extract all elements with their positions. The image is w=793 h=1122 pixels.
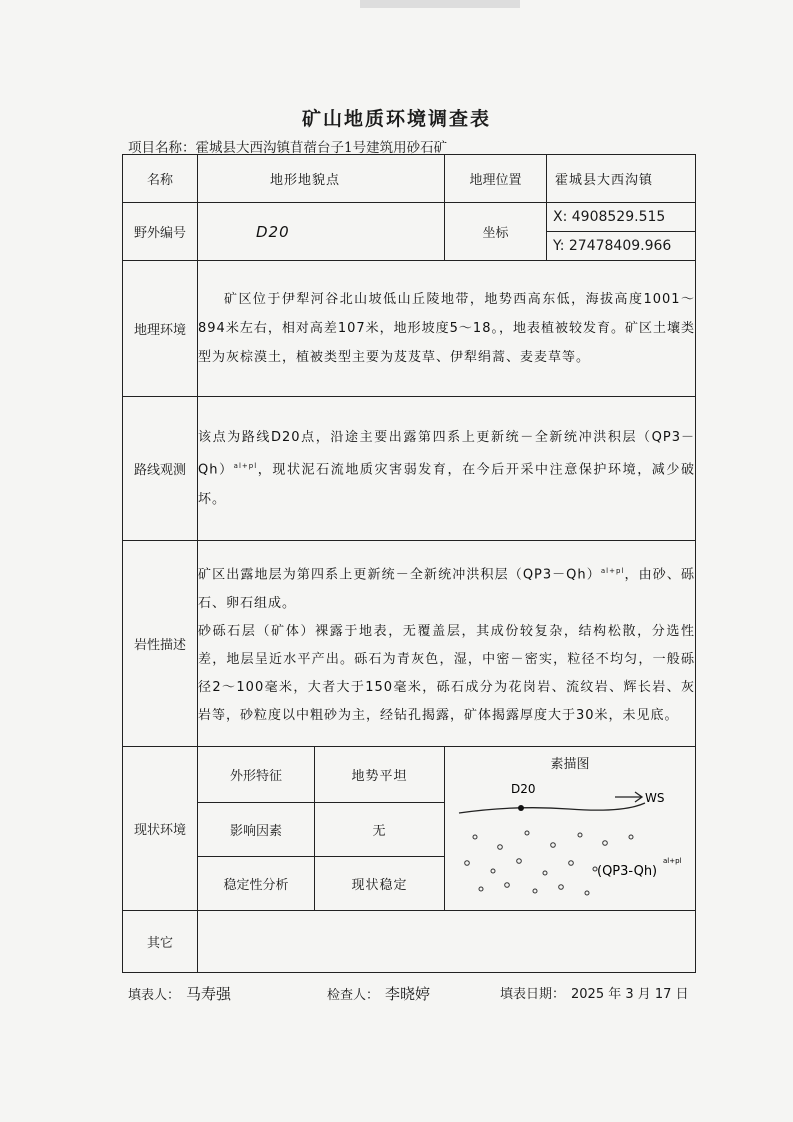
lith-sup: al+pl (600, 567, 625, 576)
sketch-unit-label: (QP3-Qh) (597, 864, 658, 879)
status-val-2: 现状稳定 (315, 857, 445, 911)
route-text-part1: 该点为路线D20点，沿途主要出露第四系上更新统－全新统冲洪积层（QP3－Qh） (198, 430, 696, 478)
name-label: 名称 (123, 155, 198, 203)
date-value: 2025 年 3 月 17 日 (571, 987, 689, 1002)
sketch-point-label: D20 (511, 782, 536, 796)
sketch-gravel-dots (465, 831, 633, 895)
sketch-drawing (445, 775, 693, 905)
row-route (123, 397, 696, 541)
location-value: 霍城县大西沟镇 (547, 155, 696, 203)
project-label: 项目名称： (128, 140, 196, 156)
geo-env-label: 地理环境 (123, 261, 198, 397)
status-key-2: 稳定性分析 (198, 857, 315, 911)
row-lithology (123, 541, 696, 747)
date-label: 填表日期： (500, 987, 566, 1002)
route-sup: al+pl (233, 462, 258, 471)
field-no-label: 野外编号 (123, 203, 198, 261)
route-text (198, 397, 696, 541)
status-label: 现状环境 (123, 747, 198, 911)
other-label: 其它 (123, 911, 198, 973)
other-value (198, 911, 696, 973)
row-geo-env (123, 261, 696, 397)
checker-field (327, 983, 430, 1004)
sketch-label: 素描图 (550, 757, 590, 772)
row-field (123, 203, 696, 261)
sketch-ground-line (459, 803, 645, 813)
row-status-1 (123, 747, 696, 803)
sketch-point-marker (518, 805, 524, 811)
lith-label: 岩性描述 (123, 541, 198, 747)
row-name (123, 155, 696, 203)
lith-text (198, 541, 696, 747)
lith-p1a: 矿区出露地层为第四系上更新统－全新统冲洪积层（QP3－Qh） (198, 567, 601, 583)
coord-y: Y: 27478409.966 (553, 238, 672, 254)
coord-label: 坐标 (445, 203, 547, 261)
status-val-1: 无 (315, 803, 445, 857)
sketch-direction: WS (645, 791, 665, 805)
date-field (500, 983, 689, 1002)
coord-x: X: 4908529.515 (547, 203, 695, 232)
route-label: 路线观测 (123, 397, 198, 541)
name-value: 地形地貌点 (198, 155, 445, 203)
filler-signature: 马寿强 (186, 985, 232, 1003)
checker-signature: 李晓婷 (385, 985, 431, 1003)
checker-label: 检查人： (327, 988, 380, 1003)
filler-field (128, 983, 231, 1004)
geo-env-text: 矿区位于伊犁河谷北山坡低山丘陵地带，地势西高东低，海拔高度1001～894米左右，相对高差107米，地形坡度5～18。，地表植被较发育。矿区土壤类型为灰棕漠土，植被类型主要为芨芨草、伊犁绢蒿、麦麦草等。 (198, 261, 696, 397)
lith-p2: 砂砾石层（矿体）裸露于地表，无覆盖层，其成份较复杂，结构松散，分选性差，地层呈近水平产出。砾石为青灰色，湿，中密－密实，粒径不均匀，一般砾径2～100毫米，大者大于150毫米，砾石成分为花岗岩、流纹岩、辉长岩、灰岩等，砂粒度以中粗砂为主，经钻孔揭露，矿体揭露厚度大于30米，未见底。 (198, 623, 696, 723)
page-title: 矿山地质环境调查表 (301, 108, 491, 130)
field-no-value: D20 (198, 203, 445, 261)
sketch-arrow-icon (615, 792, 642, 802)
sketch-unit-sup: al+pl (663, 857, 682, 865)
project-line (128, 136, 447, 156)
route-text-part2: ，现状泥石流地质灾害弱发育，在今后开采中注意保护环境，减少破坏。 (198, 462, 695, 507)
status-key-1: 影响因素 (198, 803, 315, 857)
status-val-0: 地势平坦 (315, 747, 445, 803)
sketch-cell (445, 747, 696, 911)
filler-label: 填表人： (128, 988, 181, 1003)
lith-p1b: ，由砂、砾石、卵石组成。 (198, 567, 695, 611)
location-label: 地理位置 (445, 155, 547, 203)
survey-table (122, 154, 696, 973)
row-other (123, 911, 696, 973)
status-key-0: 外形特征 (198, 747, 315, 803)
project-name: 霍城县大西沟镇苜蓿台子1号建筑用砂石矿 (195, 140, 448, 156)
